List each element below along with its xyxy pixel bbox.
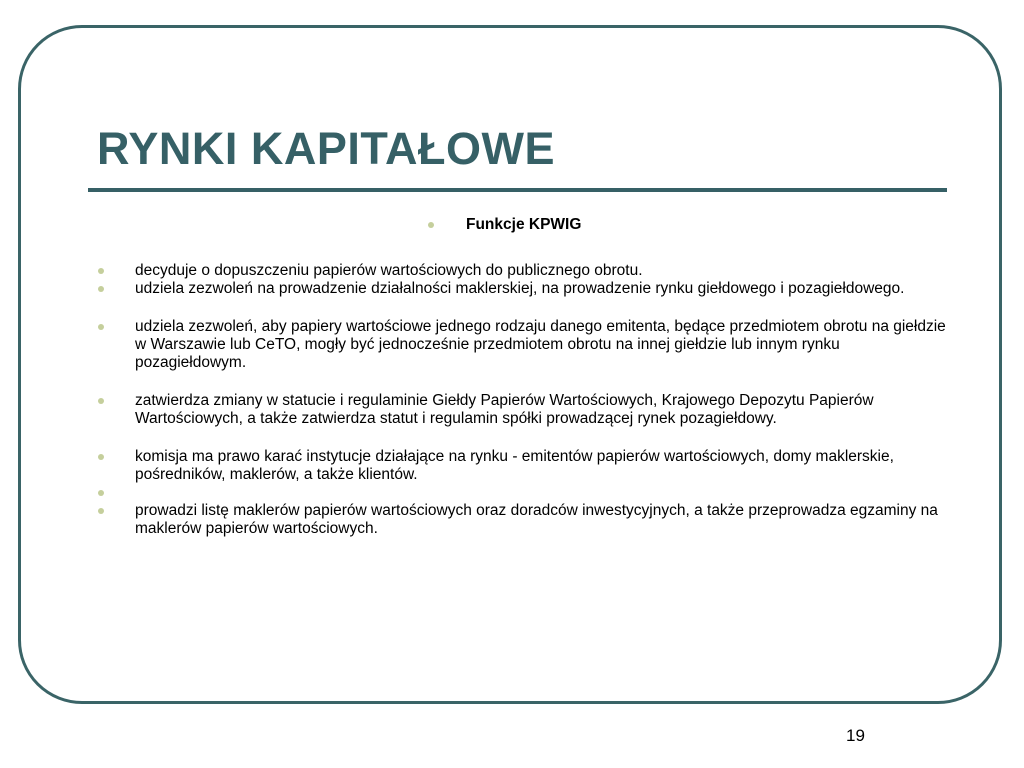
list-item — [98, 502, 948, 538]
bullet-icon — [98, 508, 104, 514]
bullet-icon — [428, 222, 434, 228]
subheading — [428, 216, 581, 234]
bullet-icon — [98, 286, 104, 292]
page-number: 19 — [846, 726, 865, 745]
bullet-icon — [98, 268, 104, 274]
slide-title: RYNKI KAPITAŁOWE — [97, 123, 555, 174]
list-item-text: udziela zezwoleń, aby papiery wartościowe jednego rodzaju danego emitenta, będące przedmiotem obrotu na giełdzie w Warszawie lub CeTO, mogły być jednocześnie przedmiotem obrotu na innej giełdzie lub innym rynku pozagiełdowym. — [135, 318, 946, 371]
bullet-list — [98, 262, 948, 538]
bullet-icon — [98, 324, 104, 330]
bullet-icon — [98, 454, 104, 460]
list-item-text: decyduje o dopuszczeniu papierów wartościowych do publicznego obrotu. — [135, 262, 643, 279]
title-underline — [88, 188, 947, 192]
list-item-text: komisja ma prawo karać instytucje działające na rynku - emitentów papierów wartościowych, domy maklerskie, pośredników, maklerów, a także klientów. — [135, 448, 894, 483]
list-item-text: zatwierdza zmiany w statucie i regulaminie Giełdy Papierów Wartościowych, Krajowego Depozytu Papierów Wartościowych, a także zatwierdza statut i regulamin spółki prowadzącej rynek pozagiełdowy. — [135, 392, 874, 427]
subheading-text: Funkcje KPWIG — [466, 216, 582, 233]
list-item — [98, 262, 948, 280]
list-item-empty — [98, 484, 948, 502]
list-item — [98, 280, 948, 298]
list-item — [98, 318, 948, 372]
list-item — [98, 448, 948, 484]
bullet-icon — [98, 490, 104, 496]
list-item-text: udziela zezwoleń na prowadzenie działalności maklerskiej, na prowadzenie rynku giełdowego i pozagiełdowego. — [135, 280, 905, 297]
list-item — [98, 392, 948, 428]
list-item-text: prowadzi listę maklerów papierów wartościowych oraz doradców inwestycyjnych, a także przeprowadza egzaminy na maklerów papierów wartościowych. — [135, 502, 938, 537]
bullet-icon — [98, 398, 104, 404]
